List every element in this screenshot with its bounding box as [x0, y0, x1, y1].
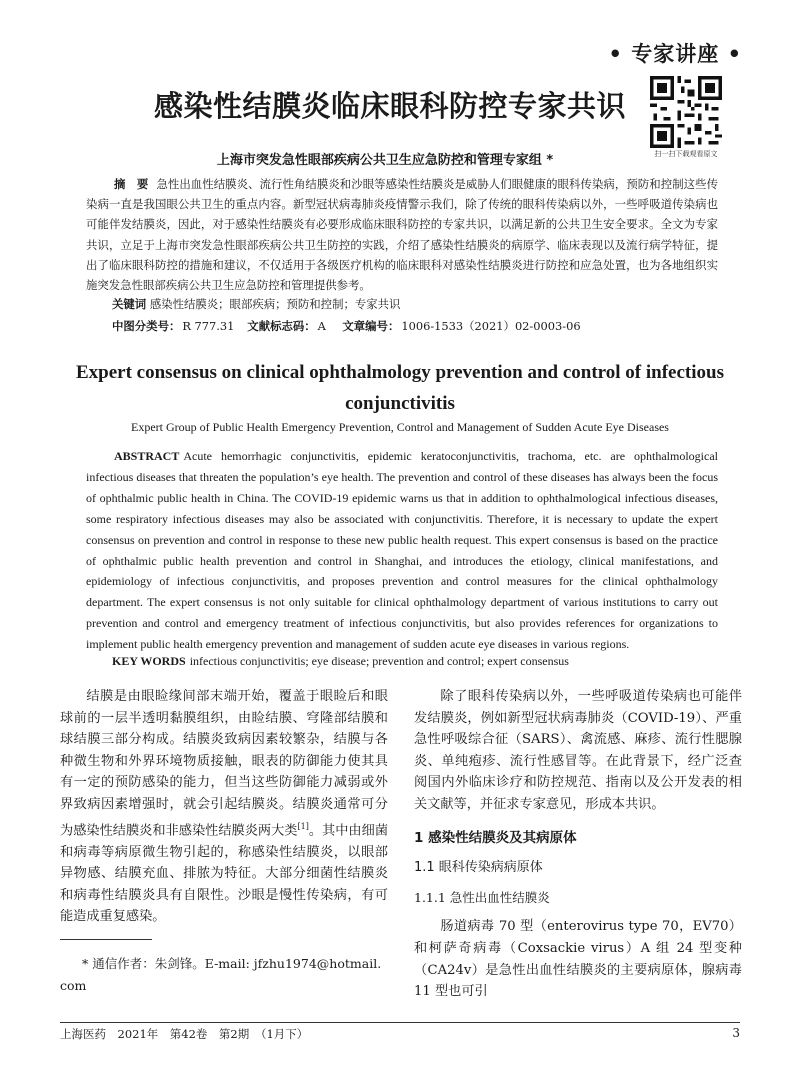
abstract-cn-label: 摘 要 — [114, 177, 149, 191]
article-no-label: 文章编号： — [342, 319, 400, 333]
body-left-column — [60, 686, 388, 928]
footnote — [60, 953, 388, 997]
classification-line — [112, 318, 583, 334]
abstract-cn-text: 急性出血性结膜炎、流行性角结膜炎和沙眼等感染性结膜炎是威胁人们眼健康的眼科传染病，预防和控制这些传染病一直是我国眼公共卫生的重点内容。新型冠状病毒肺炎疫情警示我们，除了传统的眼科传染病以外，一些呼吸道传染病也可能伴发结膜炎，因此，对于感染性结膜炎有必要形成临床眼科防控的专家共识，以满足新的公共卫生安全要求。全文为专家共识，立足于上海市突发急性眼部疾病公共卫生防控的实践，介绍了感染性结膜炎的病原学、临床表现以及流行病学特征，提出了临床眼科防控的措施和建议，不仅适用于各级医疗机构的临床眼科对感染性结膜炎进行防控和应急处置，也为各地组织实施突发急性眼部疾病公共卫生应急防控和管理提供参考。 — [86, 177, 718, 293]
qr-code-icon[interactable] — [650, 76, 722, 148]
section-heading-1-1: 1.1 眼科传染病病原体 — [414, 860, 543, 876]
authors-en: Expert Group of Public Health Emergency Prevention, Control and Management of Sudden Acute Eye Diseases — [131, 420, 669, 434]
footnote-divider — [60, 939, 152, 940]
abstract-en — [86, 446, 718, 655]
clc-value: R 777.31 — [182, 319, 235, 333]
body-text: 结膜是由眼睑缘间部末端开始，覆盖于眼睑后和眼球前的一层半透明黏膜组织，由睑结膜、穹隆部结膜和球结膜三部分构成。结膜炎致病因素较繁杂，结膜与各种微生物和外界环境物质接触，眼表的防御能力使其具有一定的预防感染的能力，但当这些防御能力减弱或外界致病因素增强时，就会引起结膜炎。结膜炎通常可分为感染性结膜炎和非感染性结膜炎两大类 — [60, 689, 388, 838]
article-no-value: 1006-1533（2021）02-0003-06 — [401, 319, 581, 333]
page-number: 3 — [732, 1026, 740, 1040]
citation-link[interactable]: [1] — [297, 821, 309, 831]
body-right-column — [414, 686, 742, 1003]
journal-info: 上海医药 2021年 第42卷 第2期 （1月下） — [60, 1027, 309, 1041]
footnote-text: * 通信作者：朱剑锋。E-mail: jfzhu1974@hotmail. — [82, 956, 382, 971]
article-title-cn: 感染性结膜炎临床眼科防控专家共识 — [153, 89, 626, 123]
column-tag: • 专家讲座 • — [608, 42, 742, 66]
keywords-cn-text: 感染性结膜炎；眼部疾病；预防和控制；专家共识 — [149, 297, 401, 311]
doc-code-label: 文献标志码： — [247, 319, 316, 333]
body-paragraph — [60, 686, 388, 928]
clc-label: 中图分类号： — [112, 319, 181, 333]
keywords-en-text: infectious conjunctivitis; eye disease; prevention and control; expert consensus — [189, 654, 569, 668]
qr-caption: 扫一扫下载观看原文 — [654, 150, 718, 158]
abstract-cn — [86, 174, 718, 295]
keywords-en-label: KEY WORDS — [112, 654, 186, 668]
keywords-en — [112, 654, 569, 669]
body-text: 。其中由细菌和病毒等病原微生物引起的，称感染性结膜炎，以眼部异物感、结膜充血、排脓为特征。大部分细菌性结膜炎和病毒性结膜炎具有自限性。沙眼是慢性传染病，有可能造成重复感染。 — [60, 822, 389, 925]
section-heading-1: 1 感染性结膜炎及其病原体 — [414, 829, 577, 846]
body-paragraph: 肠道病毒 70 型（enterovirus type 70，EV70）和柯萨奇病毒（Coxsackie virus）A 组 24 型变种（CA24v）是急性出血性结膜炎的主要病原体，腺病毒 11 型也可引 — [414, 919, 742, 1000]
article-title-en: Expert consensus on clinical ophthalmology prevention and control of infectious conjunctivitis — [76, 362, 724, 414]
abstract-en-label: ABSTRACT — [114, 449, 180, 463]
footer-divider — [60, 1022, 740, 1023]
authors-cn: 上海市突发急性眼部疾病公共卫生应急防控和管理专家组 * — [216, 153, 554, 168]
section-heading-1-1-1: 1.1.1 急性出血性结膜炎 — [414, 889, 550, 905]
body-paragraph: 除了眼科传染病以外，一些呼吸道传染病也可能伴发结膜炎，例如新型冠状病毒肺炎（COVID-19）、严重急性呼吸综合征（SARS）、禽流感、麻疹、流行性腮腺炎、单纯疱疹、流行性感冒等。在此背景下，经广泛查阅国内外临床诊疗和防控规范、指南以及公开发表的相关文献等，并征求专家意见，形成本共识。 — [414, 689, 742, 812]
footnote-text-cont: com — [60, 978, 87, 993]
keywords-cn-label: 关键词 — [112, 297, 147, 311]
keywords-cn — [112, 296, 400, 312]
doc-code-value: A — [317, 319, 326, 333]
abstract-en-text: Acute hemorrhagic conjunctivitis, epidemic keratoconjunctivitis, trachoma, etc. are ophthalmological infectious diseases that threaten the population’s eye health. The prevention and control of these diseases has always been the focus of ophthalmic public health in China. The COVID-19 epidemic warns us that in addition to ophthalmological infectious diseases, some respiratory infectious diseases may also be associated with conjunctivitis. Therefore, it is necessary to update the expert consensus on prevention and control in response to these new public health request. This expert consensus is based on the practice of ophthalmic public health prevention and control in Shanghai, and introduces the etiology, clinical manifestations, and epidemiology of infectious conjunctivitis, and proposes prevention and control measures for the clinical ophthalmology department. The expert consensus is not only suitable for clinical ophthalmology department of various institutions to carry out prevention and control and emergency treatment of infectious conjunctivitis, but also provides references for organizations to implement public health emergency prevention and management of sudden acute eye diseases in various regions. — [86, 449, 718, 652]
